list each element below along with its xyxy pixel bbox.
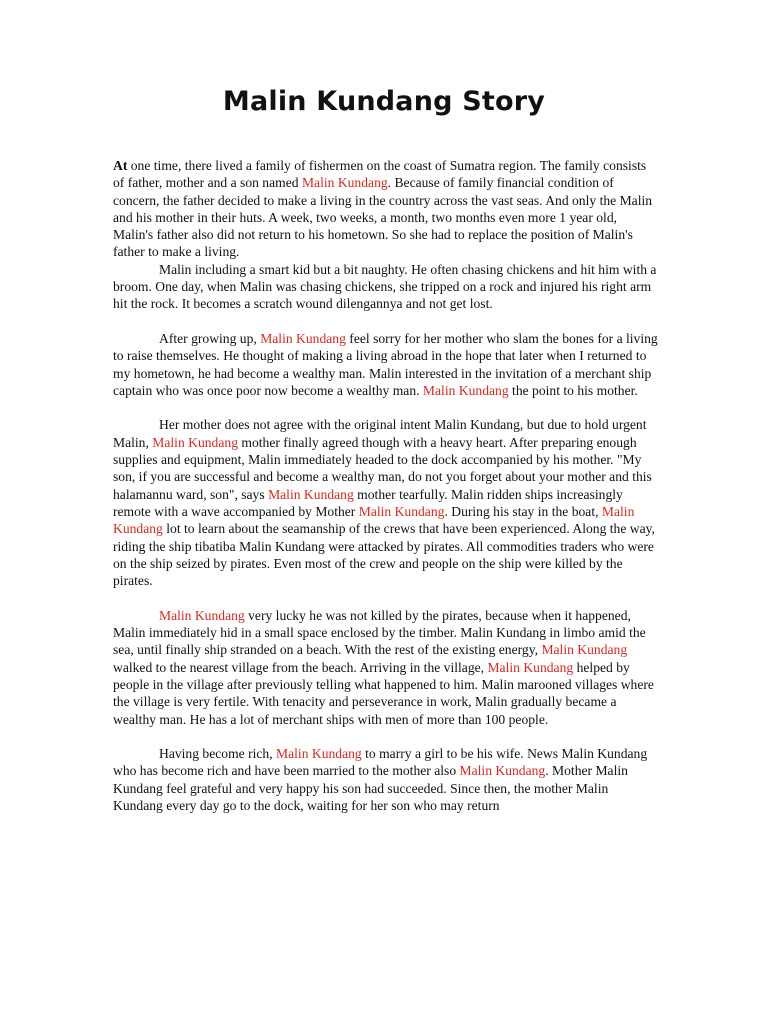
text: . Because of family financial condition of concern, the father decided to make a living in the country across the vast seas. And only the Malin and his mother in their huts. A week, two weeks, a month, two months even more 1 year old, Malin's father also did not return to his hometown. So she had to replace the position of Malin's father to make a living. [113,175,653,260]
text: lot to learn about the seamanship of the crews that have been experienced. Along the way, riding the ship tibatiba Malin Kundang were attacked by pirates. All commodities traders who were on the ship seized by pirates. Even most of the crew and people on the ship were killed by the pirates. [113,521,655,589]
name-highlight: Malin Kundang [358,503,445,519]
name-highlight: Malin Kundang [152,434,238,450]
text: helped by people in the village after previously telling what happened to him. Malin marooned villages where the village is very fertile. With tenacity and perseverance in work, Malin gradually became a wealthy man. He has a lot of merchant ships with men of more than 100 people. [113,659,654,727]
lead-word: At [113,158,128,173]
name-highlight: Malin Kundang [113,503,635,537]
name-highlight: Malin Kundang [301,175,388,191]
text: After growing up, [159,330,261,346]
text: one time, there lived a family of fishermen on the coast of Sumatra region. The family consists of father, mother and a son named [113,158,647,191]
text: Malin including a smart kid but a bit naughty. He often chasing chickens and hit him with a broom. One day, when Malin was chasing chickens, she tripped on a rock and injured his right arm hit the rock. It becomes a scratch wound dilengannya and not get lost. [113,261,657,312]
name-highlight: Malin Kundang [422,382,509,398]
name-highlight: Malin Kundang [541,642,628,658]
text: mother tearfully. Malin ridden ships increasingly remote with a wave accompanied by Mother [113,486,623,519]
text: very lucky he was not killed by the pirates, because when it happened, Malin immediately hid in a small space enclosed by the timber. Malin Kundang in limbo amid the sea, until finally ship stranded on a beach. With the rest of the existing energy, [113,607,646,658]
name-highlight: Malin Kundang [159,607,245,623]
paragraph-1 [113,157,658,261]
text: to marry a girl to be his wife. News Malin Kundang who has become rich and have been married to the mother also [113,746,648,779]
text: the point to his mother. [508,382,638,398]
paragraph-4 [113,416,658,589]
text: . During his stay in the boat, [444,503,602,519]
name-highlight: Malin Kundang [276,746,362,762]
name-highlight: Malin Kundang [487,659,574,675]
text: Having become rich, [159,746,277,762]
story-body [113,157,658,814]
paragraph-5 [113,607,658,728]
name-highlight: Malin Kundang [268,486,354,502]
paragraph-3 [113,330,658,399]
name-highlight: Malin Kundang [260,330,346,346]
text: feel sorry for her mother who slam the bones for a living to raise themselves. He thought of making a living abroad in the hope that later when I returned to my hometown, he had become a wealthy man. Malin interested in the invitation of a merchant ship captain who was once poor now become a wealthy man. [113,330,658,398]
text: Her mother does not agree with the original intent Malin Kundang, but due to hold urgent Malin, [113,417,647,450]
text: mother finally agreed though with a heavy heart. After preparing enough supplies and equipment, Malin immediately headed to the dock accompanied by his mother. "My son, if you are successful and become a wealthy man, do not you forget about your mother and this halamannu ward, son", says [113,434,652,502]
paragraph-6 [113,745,658,814]
name-highlight: Malin Kundang [459,763,546,779]
paragraph-2 [113,261,658,313]
text: walked to the nearest village from the beach. Arriving in the village, [113,659,488,675]
text: . Mother Malin Kundang feel grateful and very happy his son had succeeded. Since then, the mother Malin Kundang every day go to the dock, waiting for her son who may return [113,763,628,813]
document-title: Malin Kundang Story [222,86,546,117]
